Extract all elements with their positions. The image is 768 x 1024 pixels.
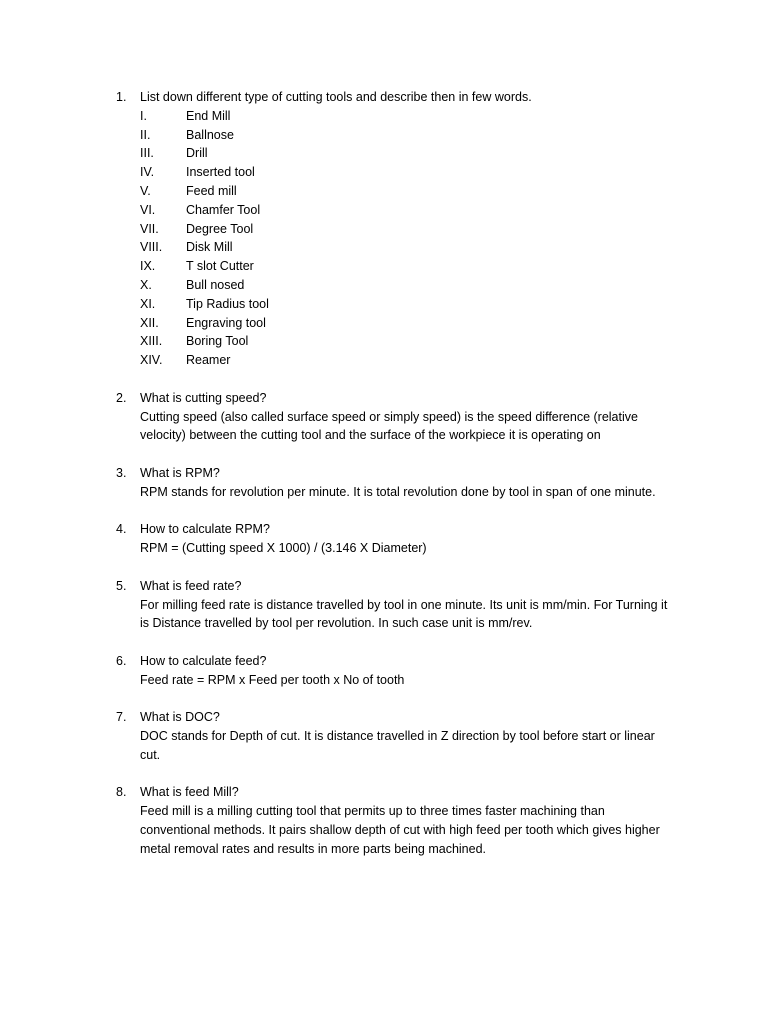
- tool-numeral: XIII.: [140, 334, 163, 349]
- tool-name: Bull nosed: [186, 277, 245, 292]
- tool-numeral: VII.: [140, 221, 159, 236]
- tool-name: Inserted tool: [186, 165, 255, 180]
- tool-numeral: I.: [140, 108, 147, 123]
- tool-numeral: III.: [140, 146, 154, 161]
- tool-name: Disk Mill: [186, 240, 233, 255]
- tool-name: End Mill: [186, 108, 231, 123]
- tool-item: [140, 107, 676, 126]
- tool-item: [140, 351, 676, 370]
- question-item-5: [116, 577, 676, 633]
- question-item-7: [116, 708, 676, 764]
- tool-numeral: X.: [140, 277, 152, 292]
- question-text: What is RPM?: [140, 465, 220, 480]
- tool-name: T slot Cutter: [186, 259, 254, 274]
- question-item-2: [116, 389, 676, 445]
- question-item-3: [116, 464, 676, 502]
- question-number: 4.: [116, 522, 127, 537]
- tool-name: Feed mill: [186, 183, 237, 198]
- tool-item: [140, 276, 676, 295]
- tool-name: Degree Tool: [186, 221, 254, 236]
- tool-numeral: VIII.: [140, 240, 163, 255]
- tool-item: [140, 126, 676, 145]
- question-text: What is feed rate?: [140, 578, 242, 593]
- tool-numeral: VI.: [140, 202, 156, 217]
- question-number: 8.: [116, 785, 127, 800]
- question-item-8: [116, 783, 676, 858]
- tool-item: [140, 201, 676, 220]
- tool-numeral: XII.: [140, 315, 159, 330]
- tool-numeral: XI.: [140, 296, 156, 311]
- tool-name: Boring Tool: [186, 334, 249, 349]
- tool-numeral: V.: [140, 183, 151, 198]
- question-text: What is DOC?: [140, 710, 220, 725]
- tool-item: [140, 144, 676, 163]
- answer-text: Cutting speed (also called surface speed or simply speed) is the speed difference (relative velocity) between the cutting tool and the surface of the workpiece it is operating on: [140, 409, 638, 443]
- question-number: 1.: [116, 90, 127, 104]
- question-number: 7.: [116, 710, 127, 725]
- question-item-1: [116, 88, 676, 370]
- tool-name: Drill: [186, 146, 208, 161]
- question-item-6: [116, 652, 676, 690]
- tool-item: [140, 238, 676, 257]
- tool-numeral: XIV.: [140, 353, 163, 368]
- tool-item: [140, 314, 676, 333]
- question-text: What is feed Mill?: [140, 785, 239, 800]
- answer-text: Feed mill is a milling cutting tool that permits up to three times faster machining than conventional methods. It pairs shallow depth of cut with high feed per tooth which gives higher metal removal rates and results in more parts being machined.: [140, 804, 660, 856]
- question-text: How to calculate RPM?: [140, 522, 270, 537]
- tool-item: [140, 163, 676, 182]
- question-number: 6.: [116, 653, 127, 668]
- question-list: [116, 88, 676, 877]
- tool-name: Ballnose: [186, 127, 234, 142]
- tool-numeral: IX.: [140, 259, 156, 274]
- tool-name: Engraving tool: [186, 315, 266, 330]
- tool-item: [140, 332, 676, 351]
- tool-item: [140, 257, 676, 276]
- tool-item: [140, 220, 676, 239]
- answer-text: DOC stands for Depth of cut. It is distance travelled in Z direction by tool before start or linear cut.: [140, 729, 655, 762]
- tool-list: [140, 107, 676, 370]
- question-number: 2.: [116, 390, 127, 405]
- tool-numeral: IV.: [140, 165, 155, 180]
- question-number: 5.: [116, 578, 127, 593]
- question-item-4: [116, 520, 676, 558]
- tool-item: [140, 295, 676, 314]
- answer-text: Feed rate = RPM x Feed per tooth x No of tooth: [140, 672, 405, 687]
- tool-item: [140, 182, 676, 201]
- tool-name: Reamer: [186, 353, 231, 368]
- question-text: How to calculate feed?: [140, 653, 267, 668]
- answer-text: RPM = (Cutting speed X 1000) / (3.146 X Diameter): [140, 541, 427, 556]
- question-number: 3.: [116, 465, 127, 480]
- question-text: What is cutting speed?: [140, 390, 267, 405]
- answer-text: For milling feed rate is distance travelled by tool in one minute. Its unit is mm/min. For Turning it is Distance travelled by tool per revolution. In such case unit is mm/rev.: [140, 597, 668, 631]
- tool-name: Chamfer Tool: [186, 202, 261, 217]
- tool-name: Tip Radius tool: [186, 296, 269, 311]
- question-text: List down different type of cutting tools and describe then in few words.: [140, 90, 532, 104]
- tool-numeral: II.: [140, 127, 151, 142]
- answer-text: RPM stands for revolution per minute. It is total revolution done by tool in span of one minute.: [140, 484, 656, 499]
